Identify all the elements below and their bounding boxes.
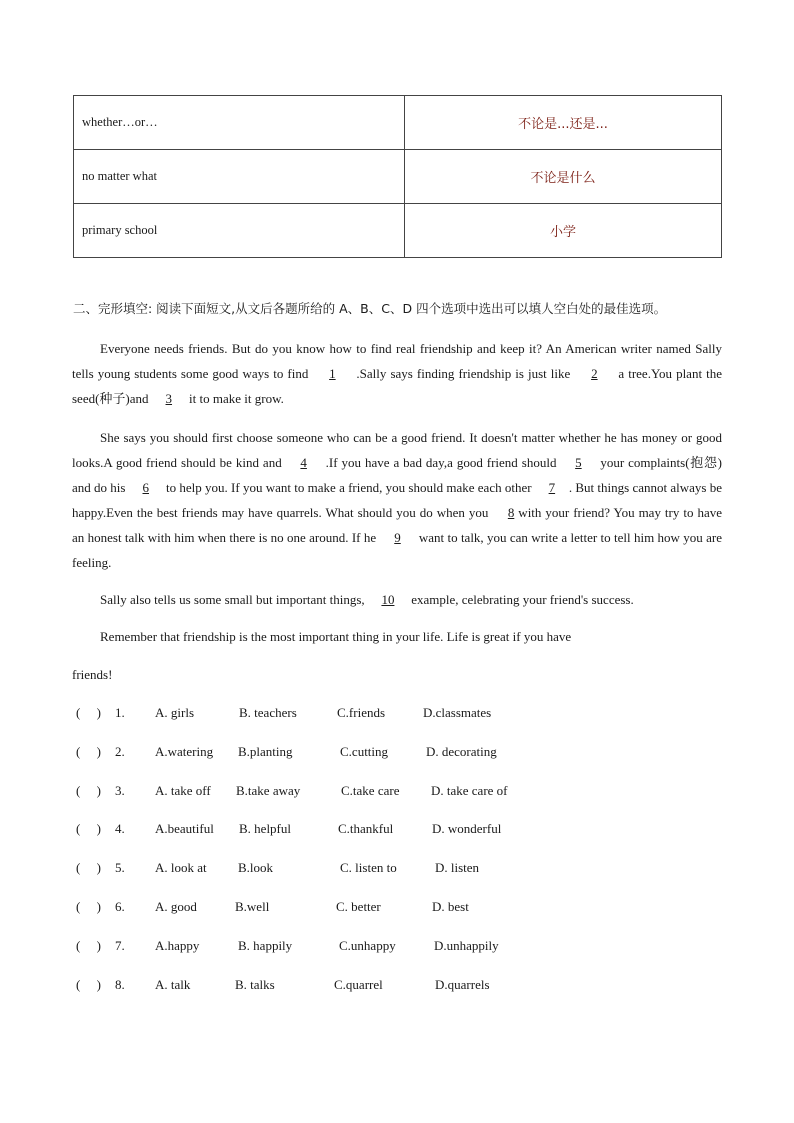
option-d: D.quarrels [435, 976, 490, 992]
option-c: C.unhappy [339, 937, 396, 953]
passage-text: your complaints(抱怨) and do his [72, 455, 722, 495]
option-d: D. take care of [431, 782, 508, 798]
option-a: A. girls [155, 705, 194, 720]
passage-text: want to talk, you can write a letter to tell him how you are feeling. [72, 530, 722, 570]
passage-paragraph-4: Remember that friendship is the most important thing in your life. Life is great if you have [100, 629, 572, 644]
option-c: C.take care [341, 782, 400, 798]
question-item [72, 894, 722, 933]
vocab-english: primary school [74, 204, 405, 258]
option-a: A. good [155, 898, 197, 914]
vocab-chinese: 小学 [405, 204, 722, 258]
passage-text: Sally also tells us some small but important things, [100, 592, 368, 607]
passage-text: a tree.You plant the seed(种子)and [72, 366, 722, 406]
option-c: C.friends [337, 705, 386, 720]
passage-paragraph-3 [72, 587, 722, 612]
question-number: 7. [115, 937, 125, 953]
question-number: 2. [115, 743, 125, 759]
vocab-chinese: 不论是什么 [405, 150, 722, 204]
vocab-english: no matter what [74, 150, 405, 204]
answer-bracket: ( ) [76, 821, 101, 837]
option-d: D.unhappily [434, 937, 499, 953]
option-b: B.look [238, 860, 274, 876]
option-d: D.classmates [423, 705, 492, 720]
question-number: 1. [115, 705, 125, 720]
passage-text: .If you have a bad day,a good friend should [321, 455, 561, 470]
passage-text: to help you. If you want to make a friend, you should make each other [162, 480, 535, 495]
option-c: C.quarrel [334, 976, 383, 992]
option-a: A. look at [155, 860, 207, 876]
question-item [72, 972, 722, 1011]
passage-text: . But things cannot always be happy.Even the best friends may have quarrels. What should you do when you [72, 480, 723, 520]
cloze-blank: 9 [394, 530, 401, 545]
question-item [72, 739, 722, 778]
answer-bracket: ( ) [76, 898, 101, 914]
cloze-blank: 7 [548, 480, 556, 495]
question-number: 4. [115, 821, 125, 837]
question-item [72, 933, 722, 972]
question-number: 3. [115, 782, 125, 798]
passage-paragraph-2 [72, 425, 722, 575]
table-row [74, 150, 722, 204]
option-b: B. helpful [239, 821, 291, 837]
option-c: C. better [336, 898, 381, 914]
cloze-blank: 8 [507, 505, 515, 520]
cloze-blank: 2 [591, 366, 598, 381]
option-b: B. teachers [239, 705, 297, 720]
question-number: 6. [115, 898, 125, 914]
question-item [72, 778, 722, 817]
question-item [72, 816, 722, 855]
answer-bracket: ( ) [76, 860, 101, 876]
option-a: A. take off [155, 782, 211, 798]
passage-text: it to make it grow. [185, 391, 284, 406]
question-list [72, 700, 722, 1010]
option-b: B. talks [235, 976, 275, 992]
option-a: A. talk [155, 976, 191, 992]
option-d: D. best [432, 898, 469, 914]
cloze-blank: 10 [381, 592, 395, 607]
option-b: B.take away [236, 782, 301, 798]
passage-paragraph-1 [72, 336, 722, 411]
vocabulary-table [73, 95, 722, 258]
vocab-english: whether…or… [74, 96, 405, 150]
option-b: B.well [235, 898, 270, 914]
option-b: B. happily [238, 937, 293, 953]
answer-bracket: ( ) [76, 782, 101, 798]
vocab-chinese: 不论是...还是... [405, 96, 722, 150]
passage-text: She says you should first choose someone who can be a good friend. It doesn't matter whether he has money or good looks.A good friend should be kind and [72, 430, 722, 470]
option-a: A.happy [155, 937, 200, 953]
answer-bracket: ( ) [76, 976, 101, 992]
question-item [72, 700, 722, 739]
option-d: D. wonderful [432, 821, 502, 837]
cloze-blank: 3 [165, 391, 173, 406]
option-d: D. decorating [426, 743, 497, 759]
passage-text: .Sally says finding friendship is just like [352, 366, 575, 381]
passage-paragraph-4-end: friends! [72, 667, 113, 682]
cloze-blank: 4 [300, 455, 307, 470]
question-number: 8. [115, 976, 125, 992]
table-row [74, 204, 722, 258]
cloze-blank: 6 [142, 480, 149, 495]
option-b: B.planting [238, 743, 293, 759]
answer-bracket: ( ) [76, 743, 101, 759]
passage-text: example, celebrating your friend's success. [407, 592, 634, 607]
option-c: C.thankful [338, 821, 394, 837]
option-c: C. listen to [340, 860, 397, 876]
passage-text: Everyone needs friends. But do you know how to find real friendship and keep it? An American writer named Sally tells young students some good ways to find [72, 341, 722, 381]
option-d: D. listen [435, 860, 480, 876]
option-c: C.cutting [340, 743, 389, 759]
question-item [72, 855, 722, 894]
question-number: 5. [115, 860, 125, 876]
answer-bracket: ( ) [76, 705, 101, 720]
section-title: 二、完形填空: 阅读下面短文,从文后各题所给的 A、B、C、D 四个选项中选出可以填人空白处的最佳选项。 [73, 301, 667, 316]
cloze-blank: 1 [329, 366, 336, 381]
answer-bracket: ( ) [76, 937, 101, 953]
option-a: A.watering [155, 743, 214, 759]
table-row [74, 96, 722, 150]
passage-text: with your friend? You may try to have an honest talk with him when there is no one around. If he [72, 505, 722, 545]
option-a: A.beautiful [155, 821, 214, 837]
cloze-blank: 5 [575, 455, 582, 470]
